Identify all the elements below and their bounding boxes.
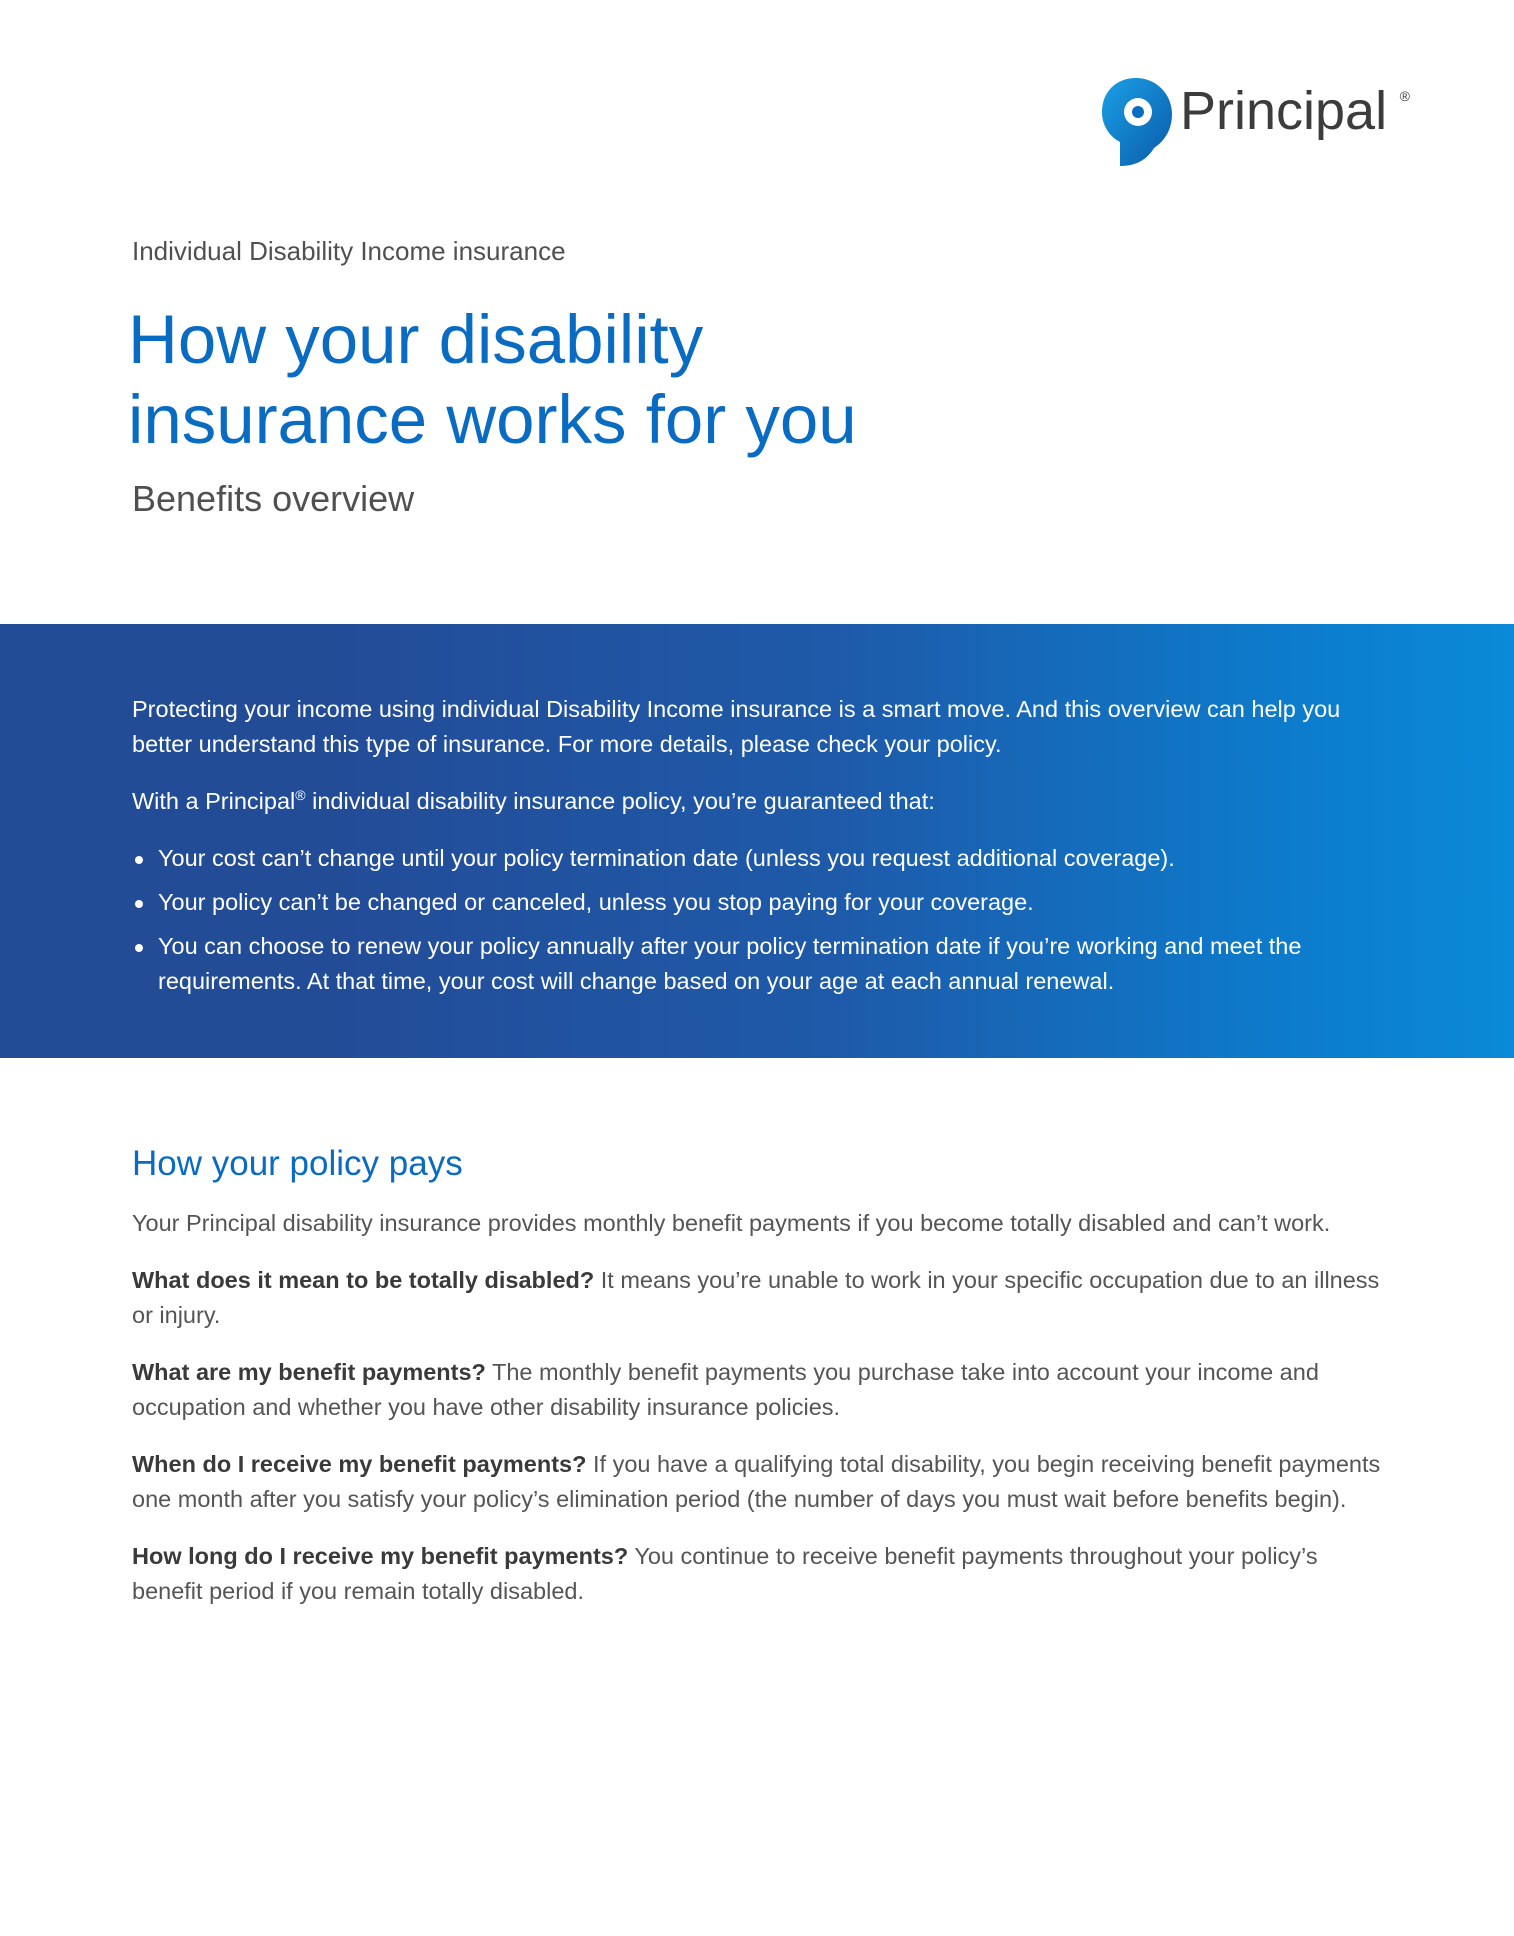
qa-answer: If you have a qualifying total disability, you begin receiving benefit payments one month after you satisfy your policy’s elimination period (the number of days you must wait before benefits begin). xyxy=(132,1451,1381,1512)
qa-question: How long do I receive my benefit payments? xyxy=(132,1543,629,1569)
banner-lead-before: With a Principal xyxy=(132,788,296,814)
guarantee-item: Your cost can’t change until your policy termination date (unless you request additional coverage). xyxy=(132,841,1392,876)
logo-registered-mark: ® xyxy=(1399,88,1410,104)
eyebrow-label: Individual Disability Income insurance xyxy=(132,236,566,266)
qa-item xyxy=(132,1355,1392,1425)
qa-answer: You continue to receive benefit payments throughout your policy’s benefit period if you remain totally disabled. xyxy=(132,1543,1318,1604)
qa-item xyxy=(132,1263,1392,1333)
page-title xyxy=(128,300,1028,460)
qa-question: What are my benefit payments? xyxy=(132,1359,486,1385)
intro-banner xyxy=(0,624,1514,1058)
qa-question: What does it mean to be totally disabled? xyxy=(132,1267,595,1293)
guarantee-item: Your policy can’t be changed or canceled, unless you stop paying for your coverage. xyxy=(132,885,1392,920)
qa-question: When do I receive my benefit payments? xyxy=(132,1451,587,1477)
banner-lead-mark: ® xyxy=(295,787,306,804)
banner-lead-text xyxy=(132,784,1392,819)
guarantee-list xyxy=(132,841,1392,999)
section-title: How your policy pays xyxy=(132,1144,463,1183)
section-intro: Your Principal disability insurance provides monthly benefit payments if you become totally disabled and can’t work. xyxy=(132,1210,1331,1236)
principal-logo xyxy=(1098,76,1410,168)
page-title-line-1: How your disability xyxy=(128,301,704,378)
qa-item xyxy=(132,1539,1392,1609)
page-subtitle: Benefits overview xyxy=(132,478,415,519)
banner-lead-after: individual disability insurance policy, you’re guaranteed that: xyxy=(305,788,935,814)
qa-answer: The monthly benefit payments you purchase take into account your income and occupation and whether you have other disability insurance policies. xyxy=(132,1359,1319,1420)
page-title-line-2: insurance works for you xyxy=(128,381,857,458)
principal-logo-icon xyxy=(1098,76,1174,168)
logo-wordmark: Principal xyxy=(1180,81,1388,141)
guarantee-item: You can choose to renew your policy annually after your policy termination date if you’re working and meet the requirements. At that time, your cost will change based on your age at each annual renewal. xyxy=(132,929,1392,999)
intro-banner-content xyxy=(132,692,1392,1008)
qa-answer: It means you’re unable to work in your specific occupation due to an illness or injury. xyxy=(132,1267,1380,1328)
banner-intro-text: Protecting your income using individual Disability Income insurance is a smart move. And this overview can help you better understand this type of insurance. For more details, please check your policy. xyxy=(132,696,1341,757)
qa-item xyxy=(132,1447,1392,1517)
section-body xyxy=(132,1206,1392,1631)
